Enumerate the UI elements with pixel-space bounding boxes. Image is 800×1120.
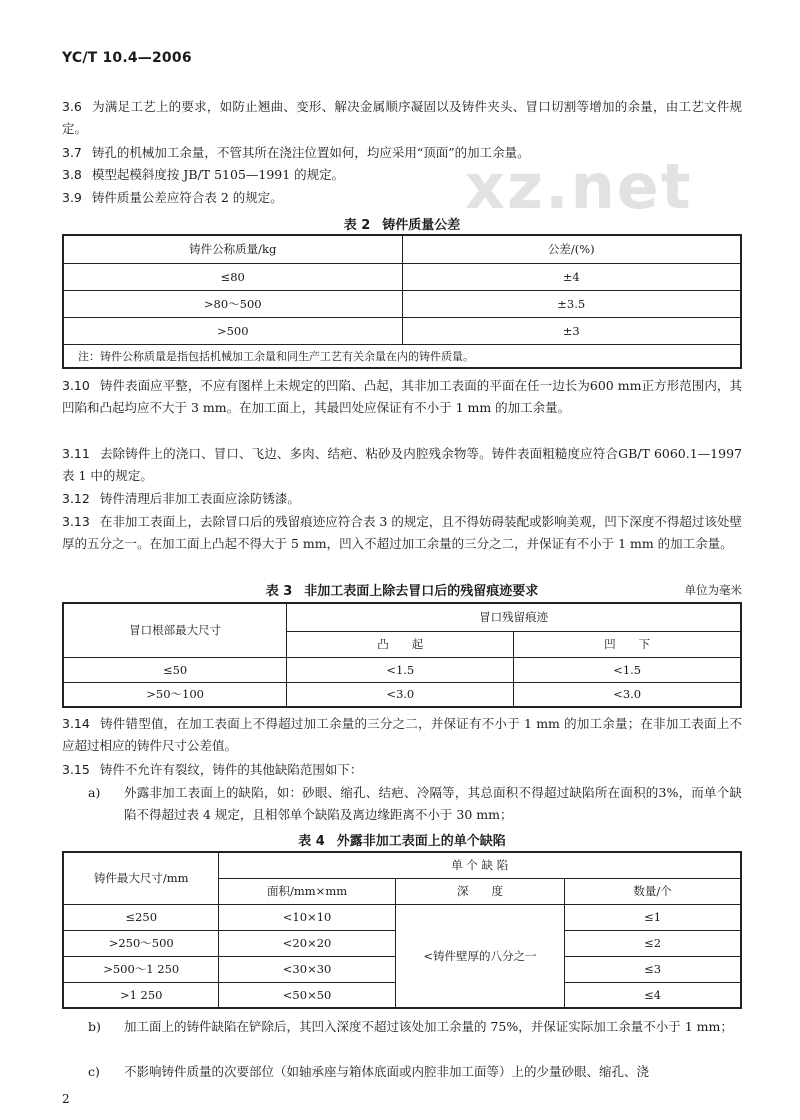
table-cell: >500 [63, 317, 402, 344]
table-3-caption [62, 580, 742, 599]
table-cell: ±4 [402, 263, 741, 290]
table-cell: ≤3 [565, 956, 741, 982]
table-group-header: 冒口残留痕迹 [287, 603, 741, 631]
table-cell: <30×30 [219, 956, 395, 982]
table-header: 数量/个 [565, 878, 741, 904]
clause-text: 去除铸件上的浇口、冒口、飞边、多肉、结疤、粘砂及内腔残余物等。铸件表面粗糙度应符合GB/T 6060.1—1997表 1 中的规定。 [62, 446, 742, 483]
clause-3-9 [62, 187, 742, 209]
table-row [63, 657, 741, 682]
clause-text: 为满足工艺上的要求，如防止翘曲、变形、解决金属顺序凝固以及铸件夹头、冒口切割等增加的余量，由工艺文件规定。 [62, 99, 742, 136]
table-cell: >50～100 [63, 682, 287, 707]
item-a [88, 782, 742, 826]
table-number: 表 4 [298, 834, 325, 849]
table-header: 冒口根部最大尺寸 [63, 603, 287, 657]
table-cell: ≤2 [565, 930, 741, 956]
clause-text: 铸件清理后非加工表面应涂防锈漆。 [99, 491, 300, 506]
table-cell: ≤1 [565, 904, 741, 930]
table-row [63, 317, 741, 344]
clause-text: 铸件不允许有裂纹，铸件的其他缺陷范围如下： [99, 762, 363, 777]
table-cell: >500～1 250 [63, 956, 219, 982]
table-header: 凹 下 [514, 631, 741, 657]
standard-code: YC/T 10.4—2006 [62, 50, 192, 66]
item-marker: b) [88, 1019, 101, 1034]
clause-number: 3.13 [62, 514, 90, 529]
clause-number: 3.15 [62, 762, 90, 777]
watermark: xz.net [465, 150, 693, 223]
clause-3-10 [62, 375, 742, 419]
item-c [88, 1061, 742, 1083]
table-number: 表 3 [265, 584, 293, 599]
clause-number: 3.7 [62, 145, 82, 160]
clause-text: 铸件错型值，在加工表面上不得超过加工余量的三分之二，并保证有不小于 1 mm 的加工余量；在非加工表面上不应超过相应的铸件尺寸公差值。 [62, 716, 742, 753]
table-cell: ≤250 [63, 904, 219, 930]
table-4-caption [62, 830, 742, 849]
clause-3-7 [62, 142, 742, 164]
clause-text: 铸件表面应平整，不应有图样上未规定的凹陷、凸起，其非加工表面的平面在任一边长为600 mm正方形范围内，其凹陷和凸起均应不大于 3 mm。在加工面上，其最凹处应保证有不小于 1 mm 的加工余量。 [62, 378, 742, 415]
table-cell: <20×20 [219, 930, 395, 956]
table-2 [62, 234, 742, 369]
clause-number: 3.6 [62, 99, 82, 114]
clause-3-6 [62, 96, 742, 140]
table-row [63, 290, 741, 317]
table-cell: ±3.5 [402, 290, 741, 317]
table-cell: <3.0 [287, 682, 514, 707]
table-cell: <1.5 [514, 657, 741, 682]
clause-text: 模型起模斜度按 JB/T 5105—1991 的规定。 [91, 167, 345, 182]
clause-number: 3.11 [62, 446, 90, 461]
clause-text: 铸件质量公差应符合表 2 的规定。 [91, 190, 283, 205]
table-3 [62, 602, 742, 708]
item-b [88, 1016, 742, 1038]
clause-text: 在非加工表面上，去除冒口后的残留痕迹应符合表 3 的规定，且不得妨碍装配或影响美观，凹下深度不得超过该处壁厚的五分之一。在加工面上凸起不得大于 5 mm，凹入不超过加工余量的三分之二，并保证有不小于 1 mm 的加工余量。 [62, 514, 742, 551]
clause-number: 3.10 [62, 378, 90, 393]
table-title: 非加工表面上除去冒口后的残留痕迹要求 [304, 584, 539, 599]
table-row [63, 263, 741, 290]
item-text: 外露非加工表面上的缺陷，如：砂眼、缩孔、结疤、冷隔等，其总面积不得超过缺陷所在面积的3%，而单个缺陷不得超过表 4 规定，且相邻单个缺陷及离边缘距离不小于 30 mm； [124, 785, 742, 822]
table-cell: >250～500 [63, 930, 219, 956]
table-title: 外露非加工表面上的单个缺陷 [336, 834, 506, 849]
clause-number: 3.14 [62, 716, 90, 731]
unit-label: 单位为毫米 [684, 583, 742, 597]
item-text: 加工面上的铸件缺陷在铲除后，其凹入深度不超过该处加工余量的 75%，并保证实际加工余量不小于 1 mm； [124, 1019, 733, 1034]
clause-3-14 [62, 713, 742, 757]
table-cell: <3.0 [514, 682, 741, 707]
table-note: 注：铸件公称质量是指包括机械加工余量和同生产工艺有关余量在内的铸件质量。 [63, 344, 741, 368]
item-marker: c) [88, 1064, 100, 1079]
table-header: 凸 起 [287, 631, 514, 657]
table-header: 面积/mm×mm [219, 878, 395, 904]
clause-3-12 [62, 488, 742, 510]
table-row [63, 904, 741, 930]
clause-number: 3.8 [62, 167, 82, 182]
table-row [63, 682, 741, 707]
table-cell: <10×10 [219, 904, 395, 930]
table-header: 铸件公称质量/kg [63, 235, 402, 263]
clause-number: 3.9 [62, 190, 82, 205]
table-header: 铸件最大尺寸/mm [63, 852, 219, 904]
table-cell: ≤80 [63, 263, 402, 290]
table-header: 公差/(%) [402, 235, 741, 263]
table-group-header: 单 个 缺 陷 [219, 852, 741, 878]
clause-3-15 [62, 759, 742, 781]
clause-text: 铸孔的机械加工余量，不管其所在浇注位置如何，均应采用“顶面”的加工余量。 [91, 145, 530, 160]
table-number: 表 2 [343, 218, 371, 233]
item-marker: a) [88, 785, 101, 800]
depth-cell: <铸件壁厚的八分之一 [395, 904, 565, 1008]
page-number: 2 [62, 1092, 70, 1106]
table-cell: <50×50 [219, 982, 395, 1008]
table-4 [62, 851, 742, 1009]
clause-3-13 [62, 511, 742, 555]
table-header: 深 度 [395, 878, 565, 904]
table-cell: ≤4 [565, 982, 741, 1008]
table-cell: <1.5 [287, 657, 514, 682]
table-cell: ±3 [402, 317, 741, 344]
table-title: 铸件质量公差 [382, 218, 461, 233]
clause-number: 3.12 [62, 491, 90, 506]
clause-3-8 [62, 164, 742, 186]
table-cell: >1 250 [63, 982, 219, 1008]
table-2-caption [62, 214, 742, 233]
clause-3-11 [62, 443, 742, 487]
table-cell: ≤50 [63, 657, 287, 682]
item-text: 不影响铸件质量的次要部位（如轴承座与箱体底面或内腔非加工面等）上的少量砂眼、缩孔、浇 [124, 1064, 650, 1079]
table-cell: >80～500 [63, 290, 402, 317]
